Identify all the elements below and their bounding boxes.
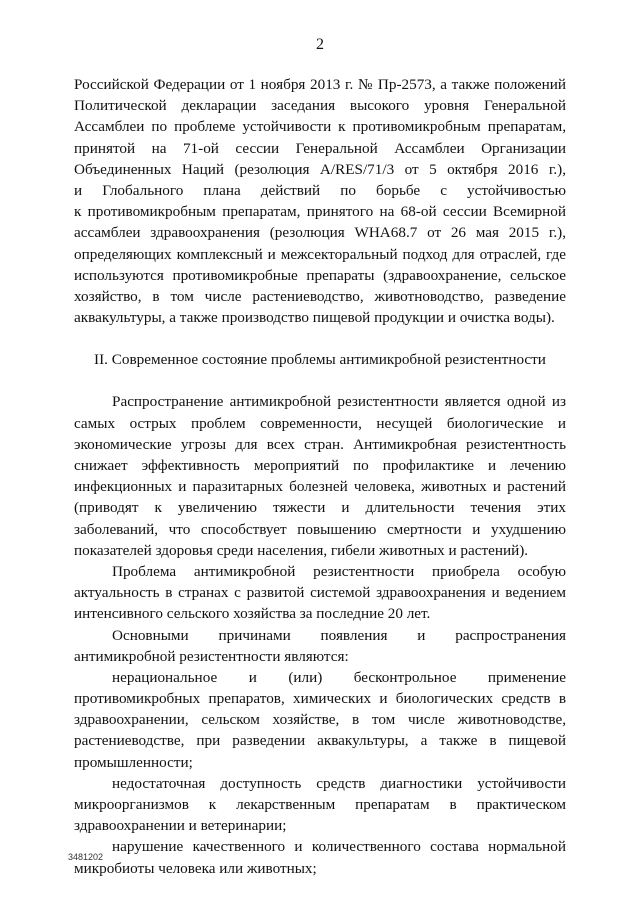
- text-line: Объединенных Наций (резолюция A/RES/71/3 от 5 октября 2016 г.),: [74, 160, 566, 178]
- text-line: снижает эффективность мероприятий по профилактике и лечению: [74, 457, 566, 474]
- text-line: здравоохранении и ветеринарии;: [74, 817, 287, 835]
- text-line: противомикробных препаратов, химических и биологических средств в: [74, 690, 566, 708]
- text-line: и Глобального плана действий по борьбе с устойчивостью: [74, 181, 566, 199]
- section-heading: II. Современное состояние проблемы антимикробной резистентности: [94, 351, 546, 369]
- page-number: 2: [316, 36, 324, 53]
- text-line: заболеваний, что способствует повышению смертности и ухудшению: [74, 520, 566, 538]
- text-line: интенсивного сельского хозяйства за последние 20 лет.: [74, 605, 431, 623]
- paragraph-gap: [74, 370, 566, 391]
- text-line: показателей здоровья среди населения, гибели животных и растений).: [74, 541, 529, 559]
- text-line: инфекционных и паразитарных болезней человека, животных и растений: [74, 478, 566, 496]
- document-body: [74, 74, 566, 879]
- text-line: микроорганизмов к лекарственным препаратам в практическом: [74, 796, 566, 813]
- text-line: актуальность в странах с развитой системой здравоохранения и ведением: [74, 584, 566, 602]
- text-line: аквакультуры, а также производство пищевой продукции и очистка воды).: [74, 309, 555, 327]
- text-line: Политической декларации заседания высокого уровня Генеральной: [74, 97, 566, 115]
- text-line: антимикробной резистентности являются:: [74, 647, 349, 665]
- text-line: растениеводстве, при разведении аквакультуры, а также в пищевой: [74, 732, 566, 750]
- text-line: экономические угрозы для всех стран. Антимикробная резистентность: [74, 435, 566, 453]
- text-line: принятой на 71-ой сессии Генеральной Ассамблеи Организации: [74, 139, 566, 157]
- text-line: используются противомикробные препараты (здравоохранение, сельское: [74, 266, 566, 284]
- text-line: здравоохранении, сельском хозяйстве, в том числе животноводстве,: [74, 711, 566, 729]
- text-line: микробиоты человека или животных;: [74, 859, 317, 877]
- text-line: Российской Федерации от 1 ноября 2013 г. № Пр-2573, а также положений: [74, 76, 566, 93]
- text-line: к противомикробным препаратам, принятого на 68-ой сессии Всемирной: [74, 203, 566, 221]
- text-line: Ассамблеи по проблеме устойчивости к противомикробным препаратам,: [74, 118, 566, 136]
- text-line: Проблема антимикробной резистентности приобрела особую: [112, 562, 566, 580]
- paragraph-gap: [74, 328, 566, 349]
- text-line: (приводят к увеличению тяжести и длительности течения этих: [74, 499, 566, 517]
- text-line: Основными причинами появления и распространения: [112, 626, 566, 644]
- text-line: промышленности;: [74, 753, 193, 771]
- text-line: нарушение качественного и количественного состава нормальной: [112, 838, 566, 856]
- document-code: 3481202: [68, 852, 104, 862]
- text-line: определяющих комплексный и межсекторальный подход для отраслей, где: [74, 245, 566, 263]
- text-line: нерациональное и (или) бесконтрольное применение: [112, 668, 566, 686]
- text-line: недостаточная доступность средств диагностики устойчивости: [112, 774, 566, 792]
- text-line: хозяйство, в том числе растениеводство, животноводство, разведение: [74, 287, 566, 305]
- text-line: самых острых проблем современности, несущей биологические и: [74, 414, 566, 432]
- text-line: Распространение антимикробной резистентности является одной из: [112, 393, 566, 411]
- text-line: ассамблеи здравоохранения (резолюция WHA68.7 от 26 мая 2015 г.),: [74, 224, 566, 242]
